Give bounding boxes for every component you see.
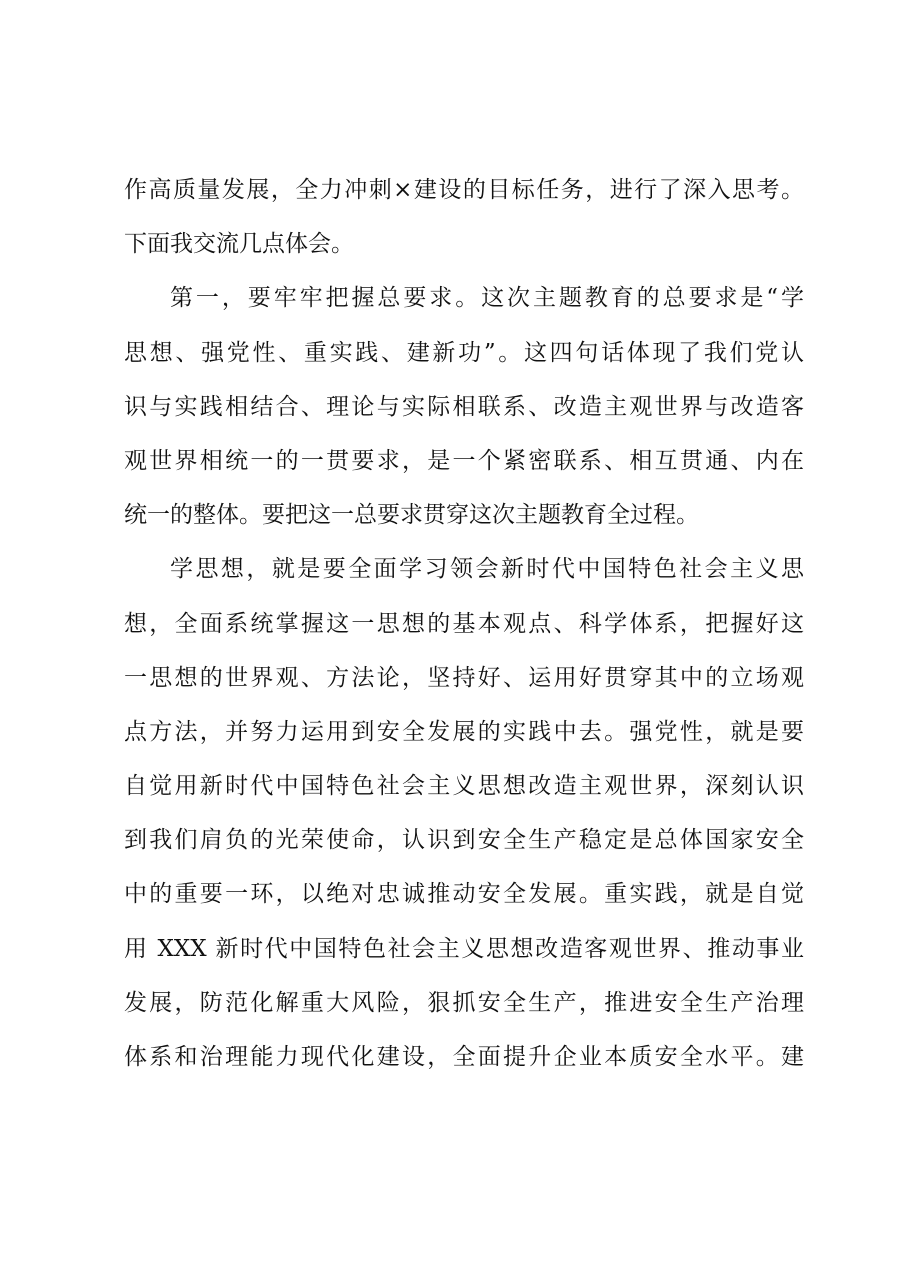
text-line: 点方法，并努力运用到安全发展的实践中去。强党性，就是要 — [124, 718, 804, 745]
text-line: 一思想的世界观、方法论，坚持好、运用好贯穿其中的立场观 — [124, 664, 804, 691]
text-line: 作高质量发展，全力冲刺×建设的目标任务，进行了深入思考。 — [124, 177, 804, 203]
text-line: 想，全面系统掌握这一思想的基本观点、科学体系，把握好这 — [124, 610, 804, 637]
text-line: 统一的整体。要把这一总要求贯穿这次主题教育全过程。 — [124, 502, 699, 529]
paragraph-first-line: 学思想，就是要全面学习领会新时代中国特色社会主义思 — [170, 556, 804, 583]
text-line: 发展，防范化解重大风险，狠抓安全生产，推进安全生产治理 — [124, 989, 804, 1016]
text-line: 体系和治理能力现代化建设，全面提升企业本质安全水平。建 — [124, 1044, 804, 1070]
text-line: 下面我交流几点体会。 — [124, 231, 354, 258]
text-line: 用 XXX 新时代中国特色社会主义思想改造客观世界、推动事业 — [124, 935, 804, 962]
paragraph-first-line: 第一，要牢牢把握总要求。这次主题教育的总要求是“学 — [170, 285, 804, 312]
text-line: 中的重要一环，以绝对忠诚推动安全发展。重实践，就是自觉 — [124, 881, 804, 908]
text-line: 识与实践相结合、理论与实际相联系、改造主观世界与改造客 — [124, 393, 804, 420]
body-text — [124, 163, 804, 1084]
text-line: 自觉用新时代中国特色社会主义思想改造主观世界，深刻认识 — [124, 773, 804, 800]
text-line: 观世界相统一的一贯要求，是一个紧密联系、相互贯通、内在 — [124, 447, 804, 474]
text-line: 思想、强党性、重实践、建新功”。这四句话体现了我们党认 — [124, 339, 804, 366]
text-line: 到我们肩负的光荣使命，认识到安全生产稳定是总体国家安全 — [124, 827, 804, 854]
